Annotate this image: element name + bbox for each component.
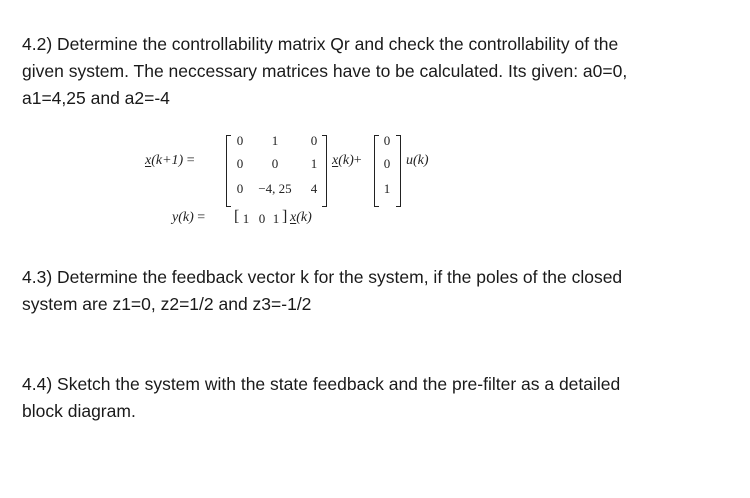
vector-c-right-bracket: ]	[282, 208, 288, 225]
state-var-lhs: x	[145, 153, 152, 168]
matrix-a-cell: 1	[271, 133, 279, 148]
equals-sign: =	[186, 153, 195, 168]
state-arg-lhs: (k+1)	[151, 153, 184, 168]
vector-b-cell: 0	[383, 133, 391, 148]
matrix-a-cell: 0	[236, 133, 244, 148]
matrix-a-cell: 0	[236, 181, 244, 196]
matrix-a-cell: 0	[271, 156, 279, 171]
matrix-a-left-bracket	[226, 135, 231, 207]
matrix-a-cell: −4, 25	[258, 181, 292, 196]
input-arg: (k)	[413, 153, 429, 168]
question-4-2: 4.2) Determine the controllability matrix Qr and check the controllability of the given system. The neccessary matrices have to be calculated. Its given: a0=0, a1=4,25 and a2=-4	[22, 34, 628, 108]
vector-b-cell: 0	[383, 156, 391, 171]
input-var: u	[406, 153, 413, 168]
vector-b-cell: 1	[383, 181, 391, 196]
output-arg: (k)	[178, 210, 194, 225]
plus-sign: +	[353, 153, 362, 168]
equals-sign: =	[197, 210, 206, 225]
output-var: y	[172, 210, 179, 225]
state-var: x	[332, 153, 339, 168]
matrix-a-cell: 1	[310, 156, 318, 171]
matrix-a-cell: 0	[236, 156, 244, 171]
vector-c-cell: 0	[258, 211, 266, 226]
state-var: x	[290, 210, 297, 225]
question-4-4: 4.4) Sketch the system with the state feedback and the pre-filter as a detailed block diagram.	[22, 374, 621, 421]
vector-c-cell: 1	[272, 211, 280, 226]
state-arg: (k)	[296, 210, 312, 225]
vector-b-right-bracket	[396, 135, 401, 207]
question-4-3: 4.3) Determine the feedback vector k for the system, if the poles of the closed system are z1=0, z2=1/2 and z3=-1/2	[22, 267, 623, 314]
vector-c-cell: 1	[242, 211, 250, 226]
vector-c-left-bracket: [	[234, 208, 240, 225]
matrix-a-cell: 0	[310, 133, 318, 148]
matrix-a-right-bracket	[322, 135, 327, 207]
matrix-a-cell: 4	[310, 181, 318, 196]
state-arg: (k)	[338, 153, 354, 168]
